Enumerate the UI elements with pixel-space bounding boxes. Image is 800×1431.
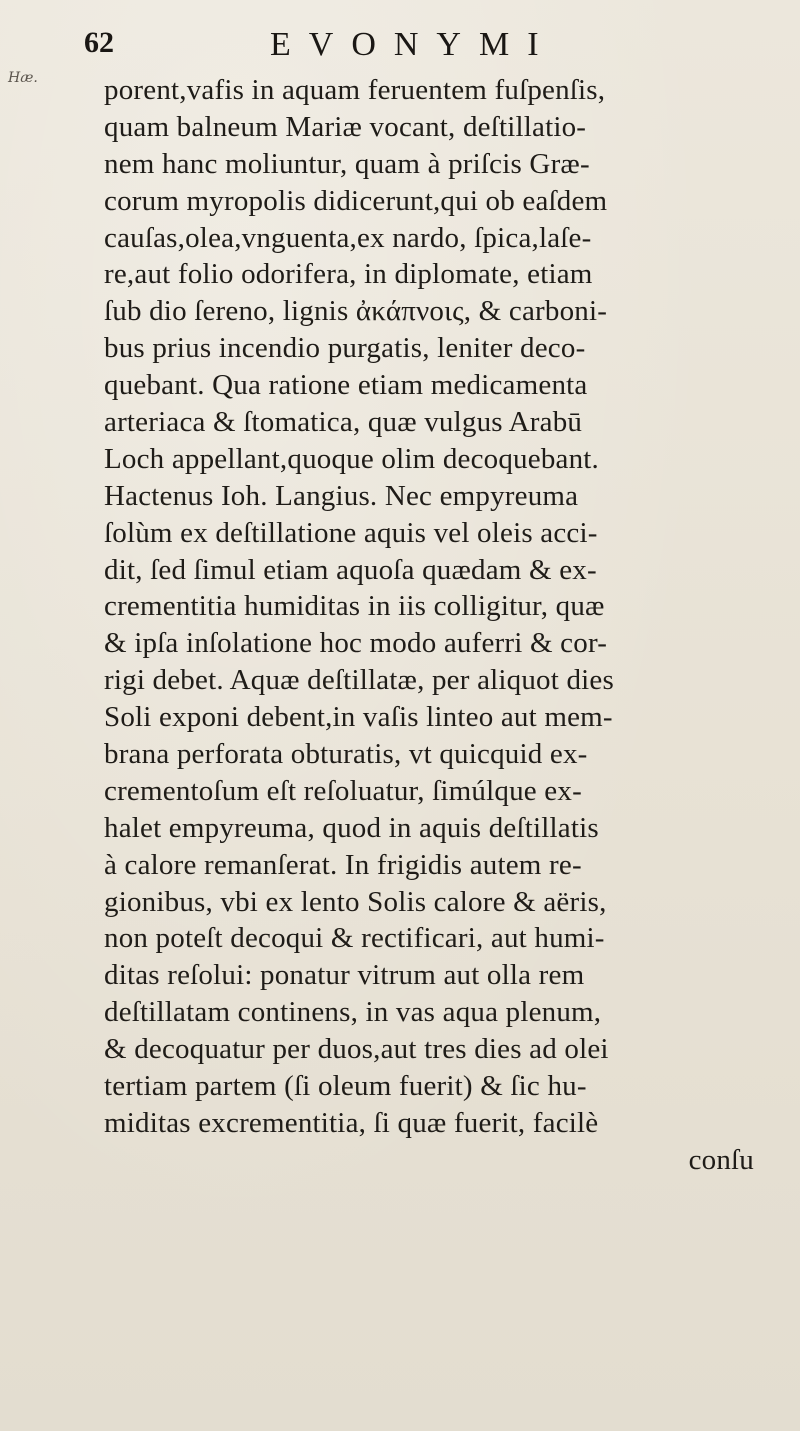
text-line: bus prius incendio purgatis, leniter deco- bbox=[104, 332, 586, 365]
text-line: gionibus, vbi ex lento Solis calore & aëris, bbox=[104, 885, 607, 918]
text-line: deſtillatam continens, in vas aqua plenum, bbox=[104, 996, 602, 1029]
text-line: crementoſum eſt reſoluatur, ſimúlque ex- bbox=[104, 774, 582, 807]
catchword: conſu bbox=[688, 1143, 754, 1176]
running-head: EVONYMI bbox=[270, 26, 557, 63]
text-line: arteriaca & ſtomatica, quæ vulgus Arabū bbox=[104, 406, 583, 439]
text-line: cauſas,olea,vnguenta,ex nardo, ſpica,laſe- bbox=[104, 221, 592, 254]
text-line: ſub dio ſereno, lignis ἀκάπνοις, & carboni- bbox=[104, 295, 608, 328]
page-header bbox=[0, 20, 800, 70]
text-line: rigi debet. Aquæ deſtillatæ, per aliquot dies bbox=[104, 664, 614, 697]
text-line: quebant. Qua ratione etiam medicamenta bbox=[104, 369, 588, 402]
text-line: non poteſt decoqui & rectificari, aut humi- bbox=[104, 922, 605, 955]
body-text bbox=[104, 72, 794, 1179]
text-line: ditas reſolui: ponatur vitrum aut olla rem bbox=[104, 959, 585, 992]
text-line: tertiam partem (ſi oleum fuerit) & ſic hu- bbox=[104, 1070, 587, 1103]
text-line: Hactenus Ioh. Langius. Nec empyreuma bbox=[104, 479, 579, 512]
text-line: brana perforata obturatis, vt quicquid ex- bbox=[104, 738, 588, 771]
text-line: miditas excrementitia, ſi quæ fuerit, facilè bbox=[104, 1106, 599, 1139]
text-line: Loch appellant,quoque olim decoquebant. bbox=[104, 442, 600, 475]
text-line: Soli exponi debent,in vaſis linteo aut mem- bbox=[104, 701, 613, 734]
text-line: porent,vafis in aquam feruentem fuſpenſis, bbox=[104, 74, 606, 106]
text-line: corum myropolis didicerunt,qui ob eaſdem bbox=[104, 184, 608, 217]
text-line: & ipſa inſolatione hoc modo auferri & cor- bbox=[104, 627, 608, 660]
page-number: 62 bbox=[84, 26, 114, 59]
text-line: à calore remanſerat. In frigidis autem re- bbox=[104, 848, 582, 881]
text-line: quam balneum Mariæ vocant, deſtillatio- bbox=[104, 110, 587, 143]
text-line: & decoquatur per duos,aut tres dies ad olei bbox=[104, 1033, 609, 1066]
text-line: ſolùm ex deſtillatione aquis vel oleis acci- bbox=[104, 516, 598, 549]
text-line: crementitia humiditas in iis colligitur, quæ bbox=[104, 590, 605, 623]
text-line: re,aut folio odorifera, in diplomate, etiam bbox=[104, 258, 593, 291]
text-line: nem hanc moliuntur, quam à priſcis Græ- bbox=[104, 147, 590, 180]
text-line: halet empyreuma, quod in aquis deſtillatis bbox=[104, 811, 599, 844]
margin-note: Hæ. bbox=[8, 70, 38, 86]
text-line: dit, ſed ſimul etiam aquoſa quædam & ex- bbox=[104, 553, 597, 586]
